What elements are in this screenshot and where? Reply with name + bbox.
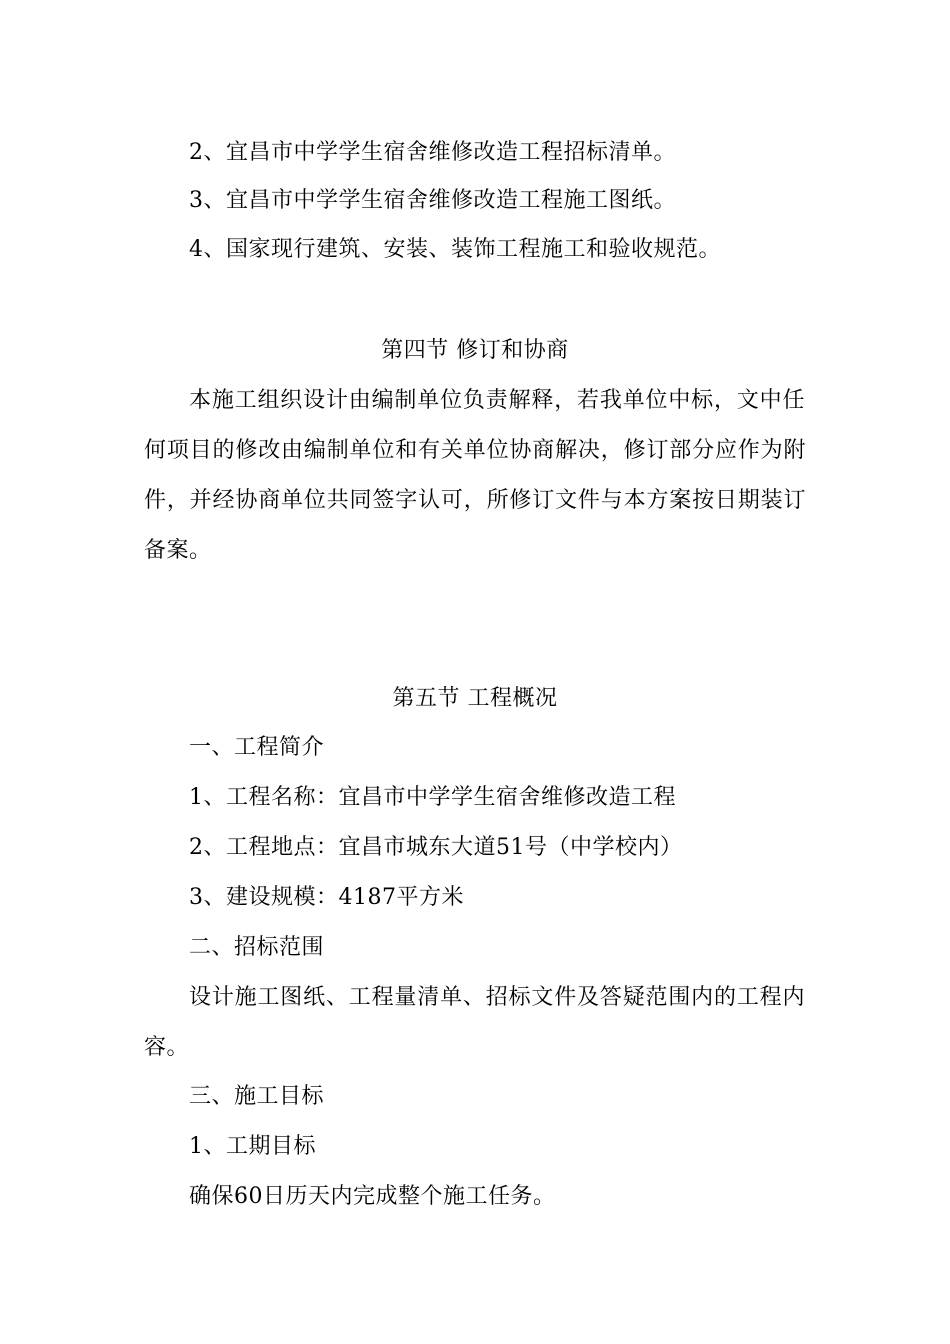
paragraph-line: 本施工组织设计由编制单位负责解释，若我单位中标，文中任	[189, 388, 805, 413]
list-item: 4、国家现行建筑、安装、装饰工程施工和验收规范。	[189, 237, 721, 262]
paragraph-line: 确保60日历天内完成整个施工任务。	[189, 1184, 556, 1209]
section-heading: 第四节 修订和协商	[381, 338, 569, 363]
paragraph-line: 备案。	[144, 538, 212, 563]
list-item: 2、宜昌市中学学生宿舍维修改造工程招标清单。	[189, 140, 676, 165]
paragraph-line: 何项目的修改由编制单位和有关单位协商解决，修订部分应作为附	[144, 438, 806, 463]
paragraph-line: 容。	[144, 1035, 190, 1060]
list-item: 1、工程名称：宜昌市中学学生宿舍维修改造工程	[189, 785, 676, 810]
subsection-heading: 二、招标范围	[189, 935, 325, 960]
section-heading: 第五节 工程概况	[392, 686, 558, 711]
list-item: 1、工期目标	[189, 1134, 316, 1159]
list-item: 2、工程地点：宜昌市城东大道51号（中学校内）	[189, 835, 683, 860]
subsection-heading: 一、工程简介	[189, 735, 325, 760]
list-item: 3、宜昌市中学学生宿舍维修改造工程施工图纸。	[189, 188, 676, 213]
paragraph-line: 件，并经协商单位共同签字认可，所修订文件与本方案按日期装订	[144, 488, 806, 513]
list-item: 3、建设规模：4187平方米	[189, 885, 464, 910]
paragraph-line: 设计施工图纸、工程量清单、招标文件及答疑范围内的工程内	[189, 985, 805, 1010]
subsection-heading: 三、施工目标	[189, 1084, 325, 1109]
